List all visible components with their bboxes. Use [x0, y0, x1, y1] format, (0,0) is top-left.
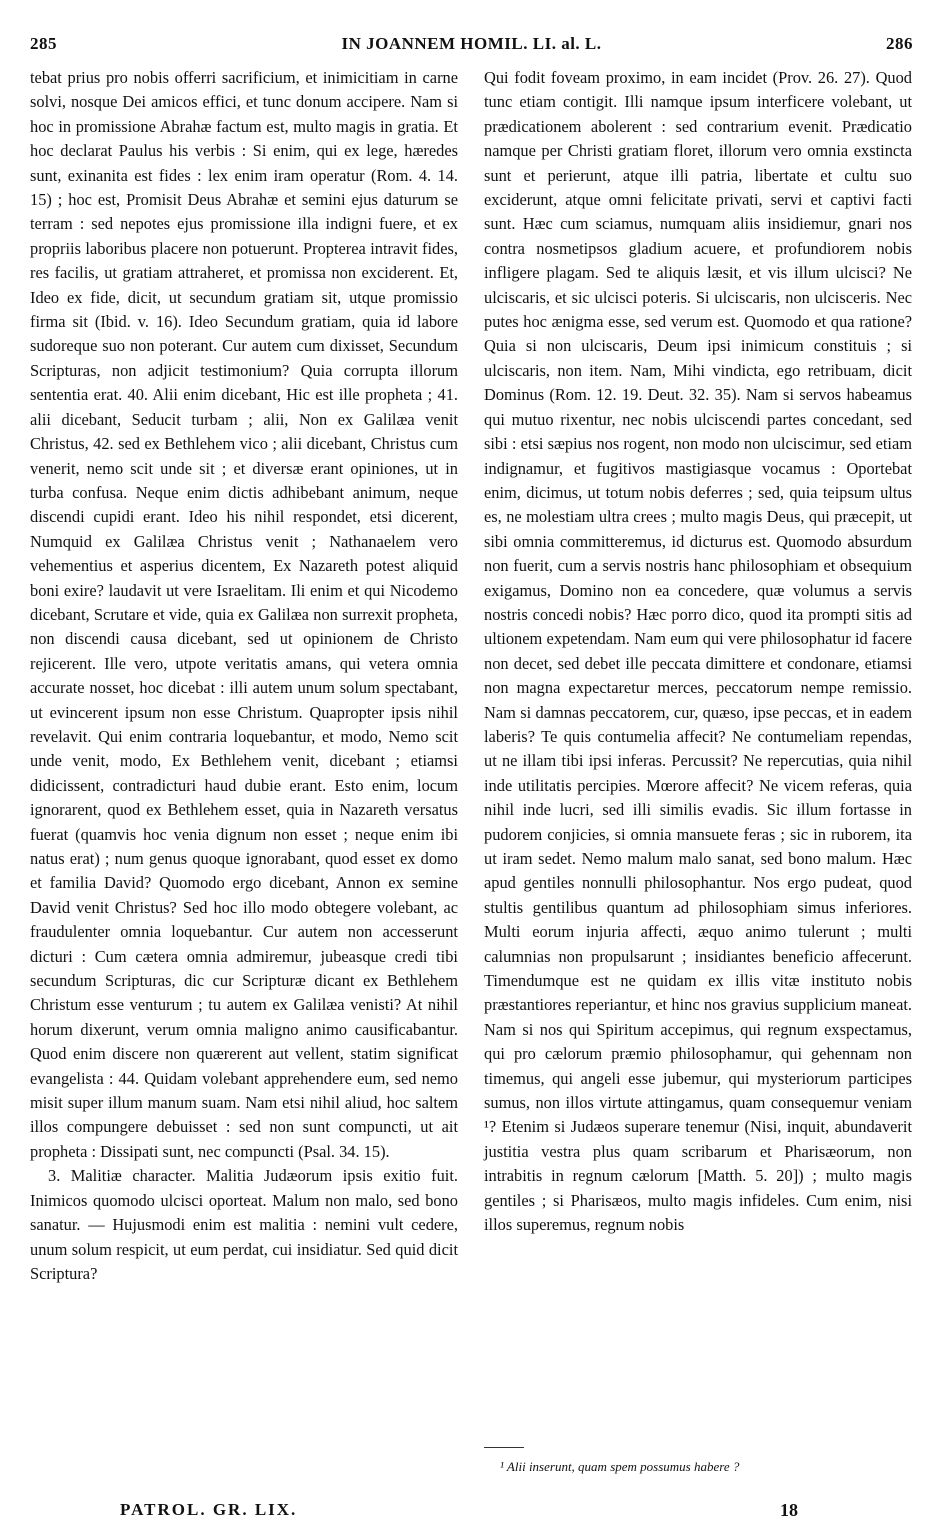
- left-paragraph-1: tebat prius pro nobis offerri sacrificium, et inimicitiam in carne solvi, nosque Dei amicos effici, et tunc donum accipere. Nam si hoc in promissione Abrahæ factum est, multo magis in gratia. Et hoc declarat Paulus his verbis : Si enim, qui ex lege, hæredes sunt, exinanita est fides : lex enim iram operatur (Rom. 4. 14. 15) ; hoc est, Promisit Deus Abrahæ et semini ejus daturum se terram : sed nepotes ejus promissione illa indigni fuere, et ex propriis laboribus placere non potuerunt. Propterea intravit fides, res facilis, ut gratiam attraheret, et promissa non exciderent. Et, Ideo ex fide, dicit, ut secundum gratiam sit, utque promissio firma sit (Ibid. v. 16). Ideo Secundum gratiam, quia id labore sudoreque suo non poterant. Cur autem cum dixisset, Secundum Scripturas, non adjicit testimonium? Quia corrupta illorum sententia erat. 40. Alii enim dicebant, Hic est ille propheta ; 41. alii dicebant, Seducit turbam ; alii, Non ex Galilæa venit Christus, 42. sed ex Bethlehem vico ; alii dicebant, Christus cum venerit, nemo scit unde sit ; et diversæ erant opiniones, ut in turba confusa. Neque enim dictis adhibebant animum, neque discendi cupidi erant. Ideo his nihil respondet, etsi dicerent, Numquid ex Galilæa Christus venit ; Nathanaelem vero vehementius et asperius dicentem, Ex Nazareth potest aliquid boni exire? laudavit ut vere Israelitam. Ili enim et qui Nicodemo dicebant, Scrutare et vide, quia ex Galilæa non surrexit propheta, non discendi causa dicebant, sed ut opinionem de Christo rejicerent. Ille vero, utpote veritatis amans, qui vetera omnia accurate nosset, hoc dicebat : illi autem unum solum spectabant, ut evincerent ipsum non esse Christum. Quapropter ipsis nihil revelavit. Qui enim contraria loquebantur, et modo, Nemo scit unde venit, modo, Ex Bethlehem venit, dicebant ; etiamsi didicissent, contradicturi haud dubie erant. Esto enim, locum ignorarent, quod ex Bethlehem esset, quia in Nazareth versatus fuerat (quamvis hoc venia dignum non esset ; neque enim ibi natus erat) ; num genus quoque ignorabant, quod esset ex domo et familia David? Quomodo ergo dicebant, Annon ex semine David venit Christus? Sed hoc illo modo obtegere volebant, ac fraudulenter omnia loquebantur. Cur autem non accesserunt dicturi : Cum cætera omnia admiremur, jubeasque credi tibi secundum Scripturas, dic cur Scripturæ dicant ex Bethlehem Christum esse venturum ; tu autem ex Galilæa venisti? At nihil horum dixerunt, verum omnia maligno animo causificabantur. Quod enim discere non quærerent aut vellent, statim significat evangelista : 44. Quidam volebant apprehendere eum, sed nemo misit super illum manum suam. Nam etsi nihil aliud, hoc saltem illos compungere debuisset : sed non sunt compuncti, ut ait propheta : Dissipati sunt, nec compuncti (Psal. 34. 15).: [30, 68, 458, 1161]
- running-title: IN JOANNEM HOMIL. LI. al. L.: [341, 34, 602, 53]
- footer-signature-number: 18: [780, 1500, 798, 1520]
- left-column: [30, 66, 458, 1286]
- running-header: [30, 34, 913, 60]
- page-number-left: 285: [30, 34, 57, 53]
- footnote-rule: [484, 1447, 524, 1448]
- page-number-right: 286: [886, 34, 913, 53]
- right-column: [484, 66, 912, 1238]
- footnote: ¹ Alii inserunt, quam spem possumus habere ?: [500, 1459, 740, 1474]
- right-paragraph-1: Qui fodit foveam proximo, in eam incidet (Prov. 26. 27). Quod tunc etiam contigit. Illi namque ipsum interficere volebant, ut prædicationem abolerent : sed contrarium evenit. Prædicatio namque per Christi gratiam floret, illorum vero omnia exstincta sunt et perierunt, atque illi patria, libertate et cultu suo exciderunt, atque omni felicitate privati, servi et captivi facti sunt. Hæc cum sciamus, numquam aliis insidiemur, gnari nos contra nosmetipsos gladium acuere, et profundiorem nobis infligere plagam. Sed te aliquis læsit, et vis illum ulcisci? Ne ulciscaris, et sic ulcisci poteris. Si ulciscaris, non ulcisceris. Nec putes hoc ænigma esse, sed verum est. Quomodo et qua ratione? Quia si non ulciscaris, Deum ipsi inimicum constituis ; si ulciscaris, non item. Nam, Mihi vindicta, ego retribuam, dicit Dominus (Rom. 12. 19. Deut. 32. 35). Nam si servos habeamus qui mutuo rixentur, nec nobis ulciscendi partes concedant, sed sibi : etsi sæpius nos rogent, non modo non ulciscimur, sed etiam indignamur, et fugitivos mastigiasque vocamus : Oportebat enim, dicimus, ut totum nobis deferres ; sed, quia teipsum ultus es, ne molestiam ultra crees ; multo magis Deus, qui præcepit, ut sibi omnia committeremus, id dicturus est. Quomodo absurdum non fuerit, cum a servis nostris hanc philosophiam et obsequium exigamus, Domino non ea concedere, quæ volumus a servis nostris concedi nobis? Hæc porro dico, quod ita prompti sitis ad ultionem expetendam. Nam eum qui vere philosophatur id facere non decet, sed debet ille peccata dimittere et condonare, etiamsi non magna expectaretur merces, peccatorum nempe remissio. Nam si damnas peccatorem, cur, quæso, ipse peccas, et in eadem laberis? Te quis contumelia affecit? Ne contumeliam rependas, ut ne illam tibi ipsi inferas. Percussit? Ne repercutias, quia nihil inde utilitatis percipies. Mœrore affecit? Ne vicem referas, quia nihil inde lucri, sed illi similis evadis. Sic illum fortasse in pudorem conjicies, si omnia mansuete feras ; sic in ruborem, ita ut iram sedet. Nemo malum malo sanat, sed bono malum. Hæc apud gentiles nonnulli philosophantur. Nos ergo pudeat, quod stultis gentilibus quantum ad philosophiam simus inferiores. Multi eorum injuria affecti, æquo animo tulerunt ; multi calumnias non propulsarunt ; insidiantes beneficio affecerunt. Timendumque est ne quidam ex illis vitæ instituto nobis præstantiores reperiantur, et hinc nos gravius supplicium maneat. Nam si nos qui Spiritum accepimus, qui regnum exspectamus, qui pro cælorum præmio philosophamur, qui gehennam non timemus, qui angeli esse jubemur, qui mysteriorum participes sumus, non illos virtute attingamus, quam consequemur veniam ¹? Etenim si Judæos superare tenemur (Nisi, inquit, abundaverit justitia vestra plus quam scribarum et Pharisæorum, non intrabitis in regnum cælorum [Matth. 5. 20]) ; multo magis gentiles ; si Pharisæos, multo magis infideles. Cum enim, nisi illos superemus, regnum nobis: [484, 68, 912, 1235]
- left-paragraph-2: 3. Malitiæ character. Malitia Judæorum ipsis exitio fuit. Inimicos quomodo ulcisci oporteat. Malum non malo, sed bono sanatur. — Hujusmodi enim est malitia : nemini vult cedere, unum solum respicit, ut eum perdat, cui insidiatur. Sed quid dicit Scriptura?: [30, 1166, 458, 1283]
- footer-signature: PATROL. GR. LIX.: [120, 1500, 298, 1519]
